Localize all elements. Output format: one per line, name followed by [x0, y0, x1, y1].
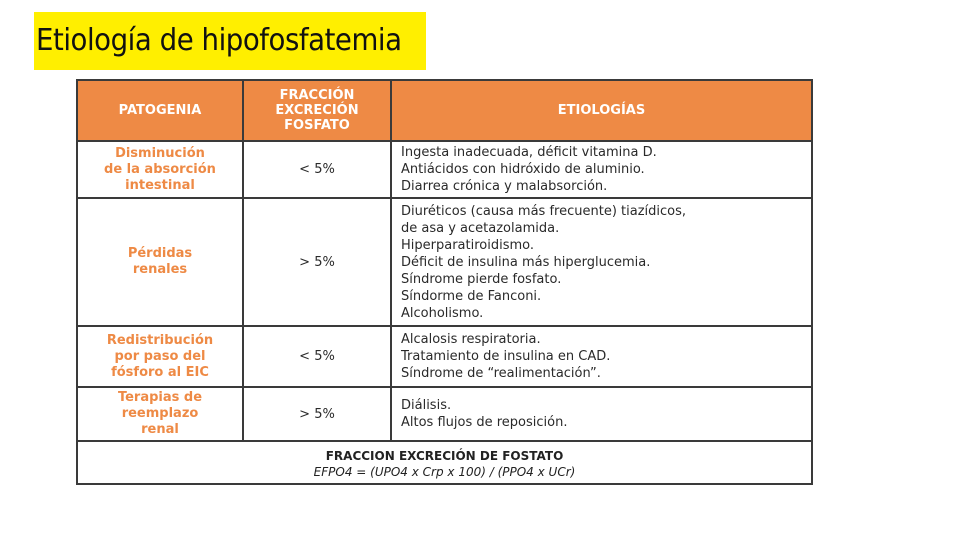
etiologia-item: Antiácidos con hidróxido de aluminio.	[401, 162, 645, 177]
header-fraccion: FRACCIÓN EXCRECIÓN FOSFATO	[243, 80, 391, 141]
patogenia-cell: Pérdidas renales	[77, 198, 243, 326]
etiologias-cell	[391, 387, 812, 441]
table-row	[77, 141, 812, 198]
table-row	[77, 198, 812, 326]
etiologia-item: Déficit de insulina más hiperglucemia.	[401, 254, 651, 270]
etiologia-item: Alcoholismo.	[401, 305, 484, 321]
etiologias-cell	[391, 326, 812, 387]
etiologia-item: Altos flujos de reposición.	[401, 415, 568, 430]
etiologia-item: Ingesta inadecuada, déficit vitamina D.	[401, 145, 657, 160]
etiology-table	[76, 79, 813, 485]
formula-title: FRACCION EXCRECIÓN DE FOSTATO	[325, 449, 564, 463]
header-patogenia: PATOGENIA	[77, 80, 243, 141]
table-header-row	[77, 80, 812, 141]
fraccion-cell: < 5%	[243, 141, 391, 198]
etiologia-item: de asa y acetazolamida.	[401, 220, 560, 236]
etiologias-cell	[391, 198, 812, 326]
etiologia-item: Diálisis.	[401, 398, 452, 413]
table-row	[77, 387, 812, 441]
formula-cell	[77, 441, 812, 484]
table-row	[77, 326, 812, 387]
page-title	[34, 12, 426, 70]
patogenia-cell: Redistribución por paso del fósforo al EIC	[77, 326, 243, 387]
etiologia-item: Diuréticos (causa más frecuente) tiazídicos,	[401, 203, 687, 219]
page-title-text: Etiología de hipofosfatemia	[36, 23, 402, 58]
fraccion-cell: > 5%	[243, 387, 391, 441]
etiologia-item: Síndrome pierde fosfato.	[401, 271, 562, 287]
formula-row	[77, 441, 812, 484]
etiologia-item: Alcalosis respiratoria.	[401, 332, 541, 347]
patogenia-cell: Disminución de la absorción intestinal	[77, 141, 243, 198]
etiologia-item: Síndrome de “realimentación”.	[401, 366, 601, 381]
etiologia-item: Hiperparatiroidismo.	[401, 237, 535, 253]
patogenia-cell: Terapias de reemplazo renal	[77, 387, 243, 441]
fraccion-cell: > 5%	[243, 198, 391, 326]
etiologia-item: Diarrea crónica y malabsorción.	[401, 179, 608, 194]
etiologia-item: Tratamiento de insulina en CAD.	[401, 349, 611, 364]
etiologia-item: Síndorme de Fanconi.	[401, 288, 542, 304]
formula-equation: EFPO4 = (UPO4 x Crp x 100) / (PPO4 x UCr)	[313, 465, 576, 479]
header-etiologias: ETIOLOGÍAS	[391, 80, 812, 141]
etiologias-cell	[391, 141, 812, 198]
fraccion-cell: < 5%	[243, 326, 391, 387]
